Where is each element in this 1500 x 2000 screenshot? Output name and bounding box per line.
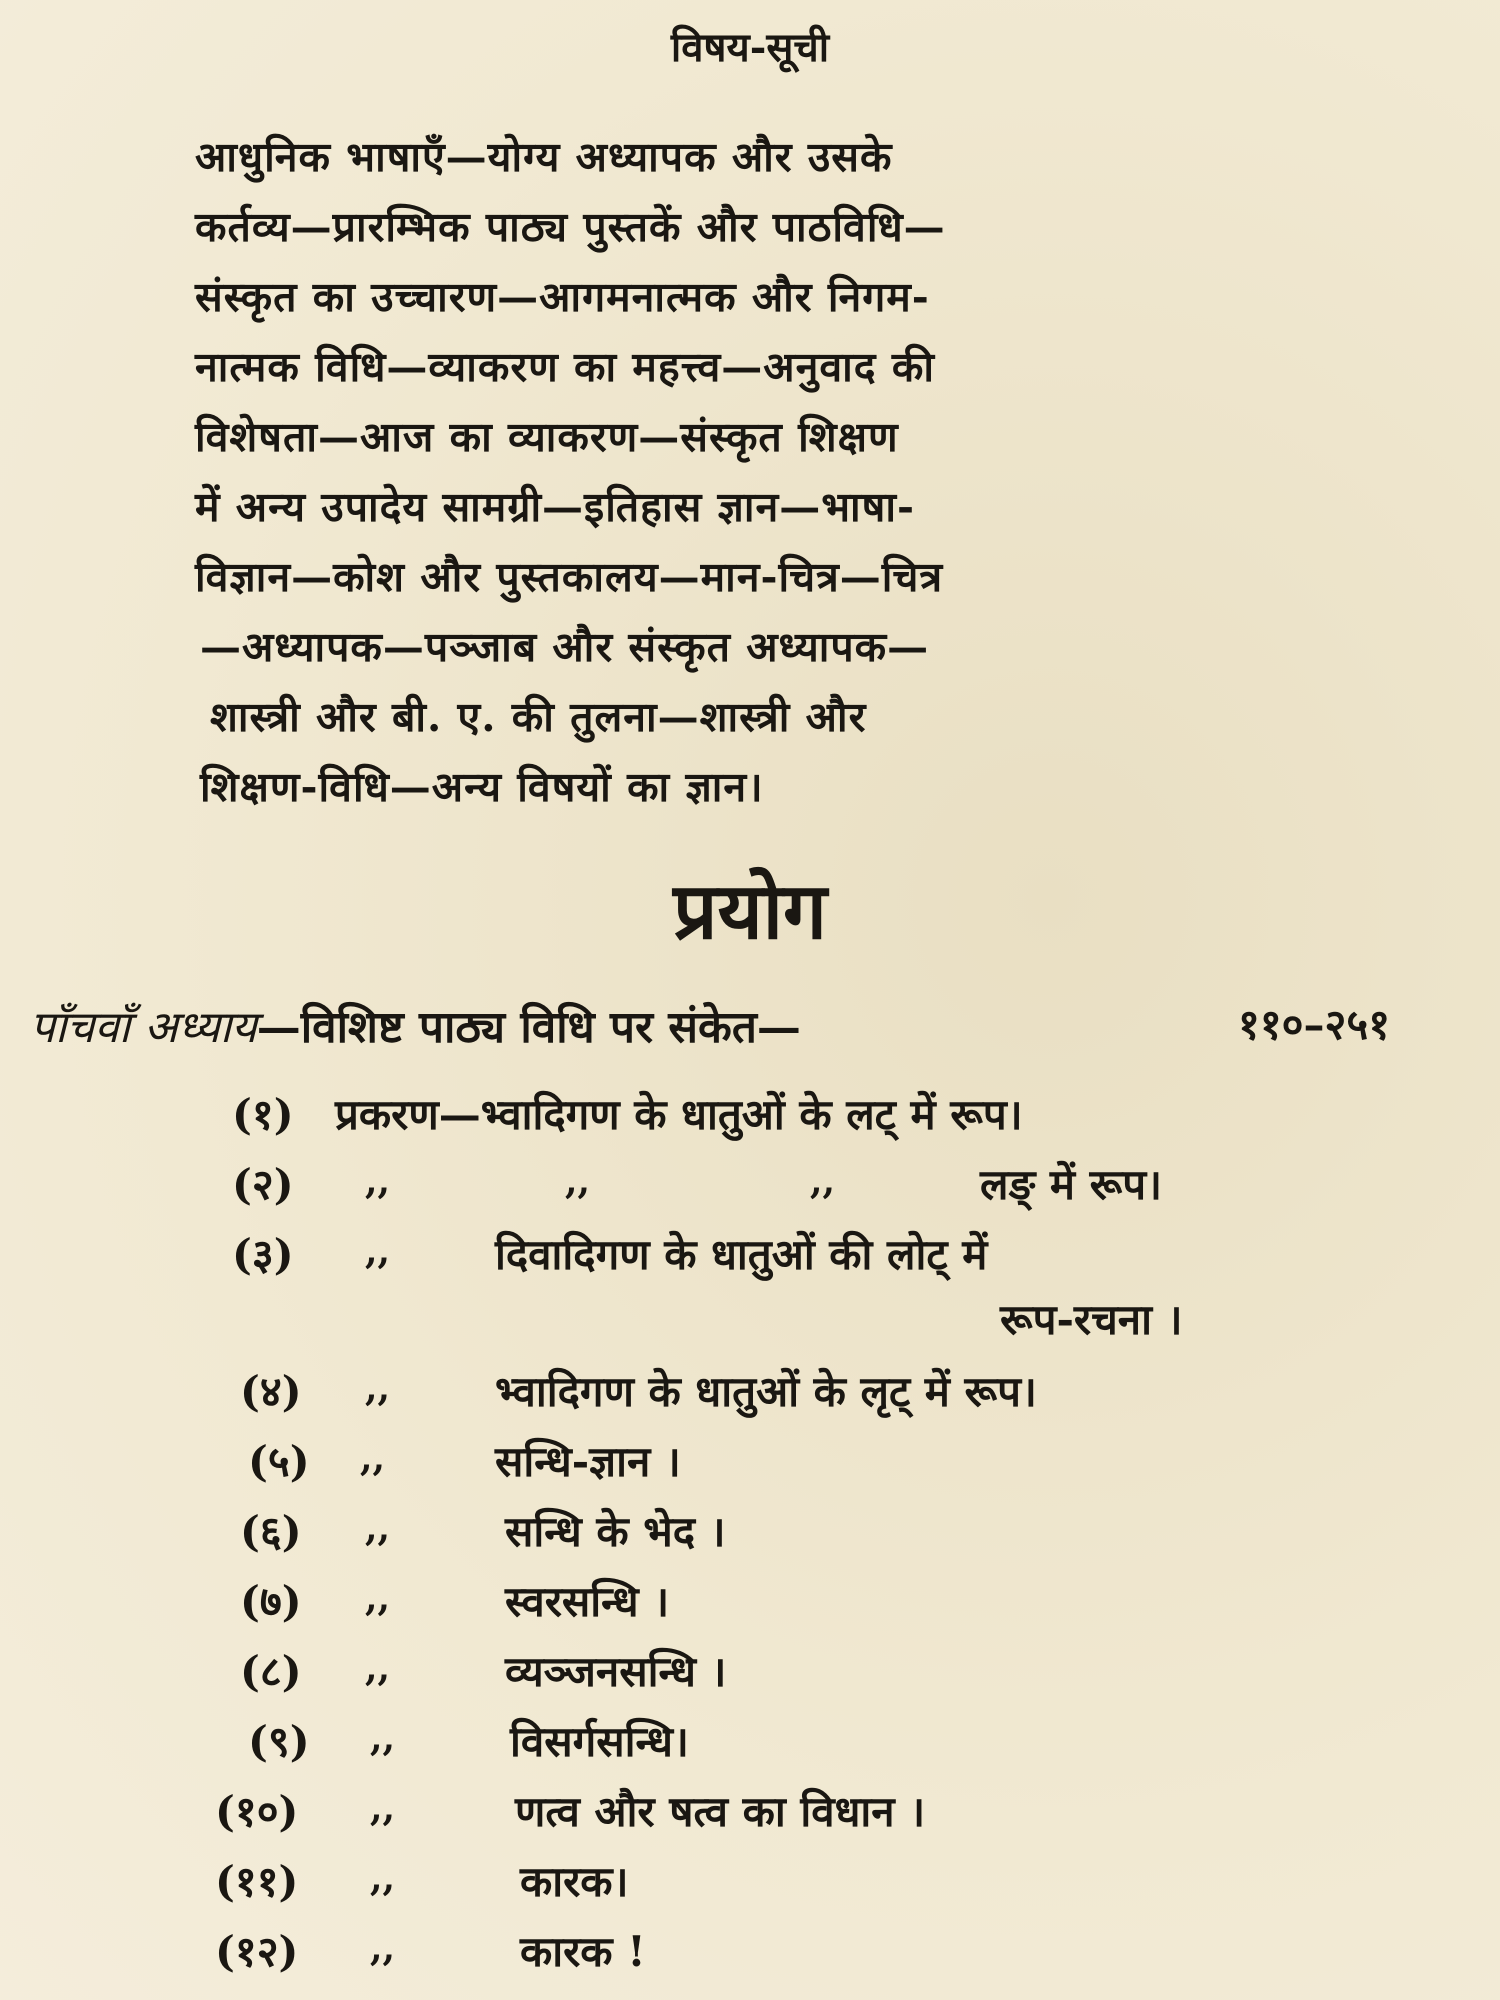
ditto-mark: ,, [370, 1927, 396, 1969]
chapter-page-range: ११०–२५१ [1238, 1000, 1391, 1049]
intro-line: विज्ञान—कोश और पुस्तकालय—मान-चित्र—चित्र [195, 553, 944, 601]
intro-line: में अन्य उपादेय सामग्री—इतिहास ज्ञान—भाषा- [195, 483, 915, 531]
item-text: सन्धि-ज्ञान । [495, 1437, 681, 1486]
ditto-mark: ,, [365, 1507, 391, 1549]
intro-line: आधुनिक भाषाएँ—योग्य अध्यापक और उसके [195, 133, 893, 181]
item-text: सन्धि के भेद । [505, 1507, 726, 1556]
item-number: (१) [232, 1090, 294, 1139]
item-number: (१२) [215, 1927, 299, 1976]
item-text: लङ् में रूप। [980, 1160, 1162, 1209]
ditto-mark: ,, [365, 1160, 391, 1202]
item-text: व्यञ्जनसन्धि । [505, 1647, 727, 1696]
item-number: (३) [232, 1230, 294, 1279]
intro-line: कर्तव्य—प्रारम्भिक पाठ्य पुस्तकें और पाठविधि— [195, 203, 946, 251]
ditto-mark: ,, [370, 1787, 396, 1829]
ditto-mark: ,, [370, 1717, 396, 1759]
page-header-title: विषय-सूची [670, 24, 830, 71]
intro-line: संस्कृत का उच्चारण—आगमनात्मक और निगम- [195, 273, 930, 321]
ditto-mark: ,, [565, 1160, 591, 1202]
item-number: (७) [240, 1577, 302, 1626]
item-number: (९) [248, 1717, 310, 1766]
item-text: कारक। [520, 1857, 629, 1906]
item-number: (२) [232, 1160, 294, 1209]
chapter-number-label: पाँचवाँ अध्याय [30, 1002, 257, 1053]
item-text: प्रकरण—भ्वादिगण के धातुओं के लट् में रूप। [335, 1090, 1023, 1139]
item-text: स्वरसन्धि । [505, 1577, 670, 1626]
ditto-mark: ,, [365, 1647, 391, 1689]
item-number: (८) [240, 1647, 302, 1696]
item-text: दिवादिगण के धातुओं की लोट् में [495, 1230, 988, 1279]
intro-line: शिक्षण-विधि—अन्य विषयों का ज्ञान। [200, 763, 764, 811]
ditto-mark: ,, [365, 1230, 391, 1272]
item-number: (१०) [215, 1787, 299, 1836]
item-text: भ्वादिगण के धातुओं के लृट् में रूप। [495, 1367, 1037, 1416]
item-text: विसर्गसन्धि। [510, 1717, 689, 1766]
intro-line: शास्त्री और बी. ए. की तुलना—शास्त्री और [210, 693, 867, 741]
item-text: णत्व और षत्व का विधान । [515, 1787, 926, 1836]
chapter-title: —विशिष्ट पाठ्य विधि पर संकेत— [256, 1002, 801, 1053]
chapter-heading [30, 995, 801, 1055]
item-number: (५) [248, 1437, 310, 1486]
ditto-mark: ,, [365, 1577, 391, 1619]
intro-line: विशेषता—आज का व्याकरण—संस्कृत शिक्षण [195, 413, 899, 461]
item-number: (६) [240, 1507, 302, 1556]
item-text: कारक ! [520, 1927, 646, 1976]
ditto-mark: ,, [370, 1857, 396, 1899]
ditto-mark: ,, [365, 1367, 391, 1409]
ditto-mark: ,, [360, 1437, 386, 1479]
intro-line: —अध्यापक—पञ्जाब और संस्कृत अध्यापक— [200, 623, 930, 671]
item-number: (४) [240, 1367, 302, 1416]
intro-line: नात्मक विधि—व्याकरण का महत्त्व—अनुवाद की [195, 343, 935, 391]
section-title: प्रयोग [673, 866, 827, 957]
item-number: (११) [215, 1857, 299, 1906]
item-text-continued: रूप-रचना । [1000, 1295, 1183, 1344]
ditto-mark: ,, [810, 1160, 836, 1202]
